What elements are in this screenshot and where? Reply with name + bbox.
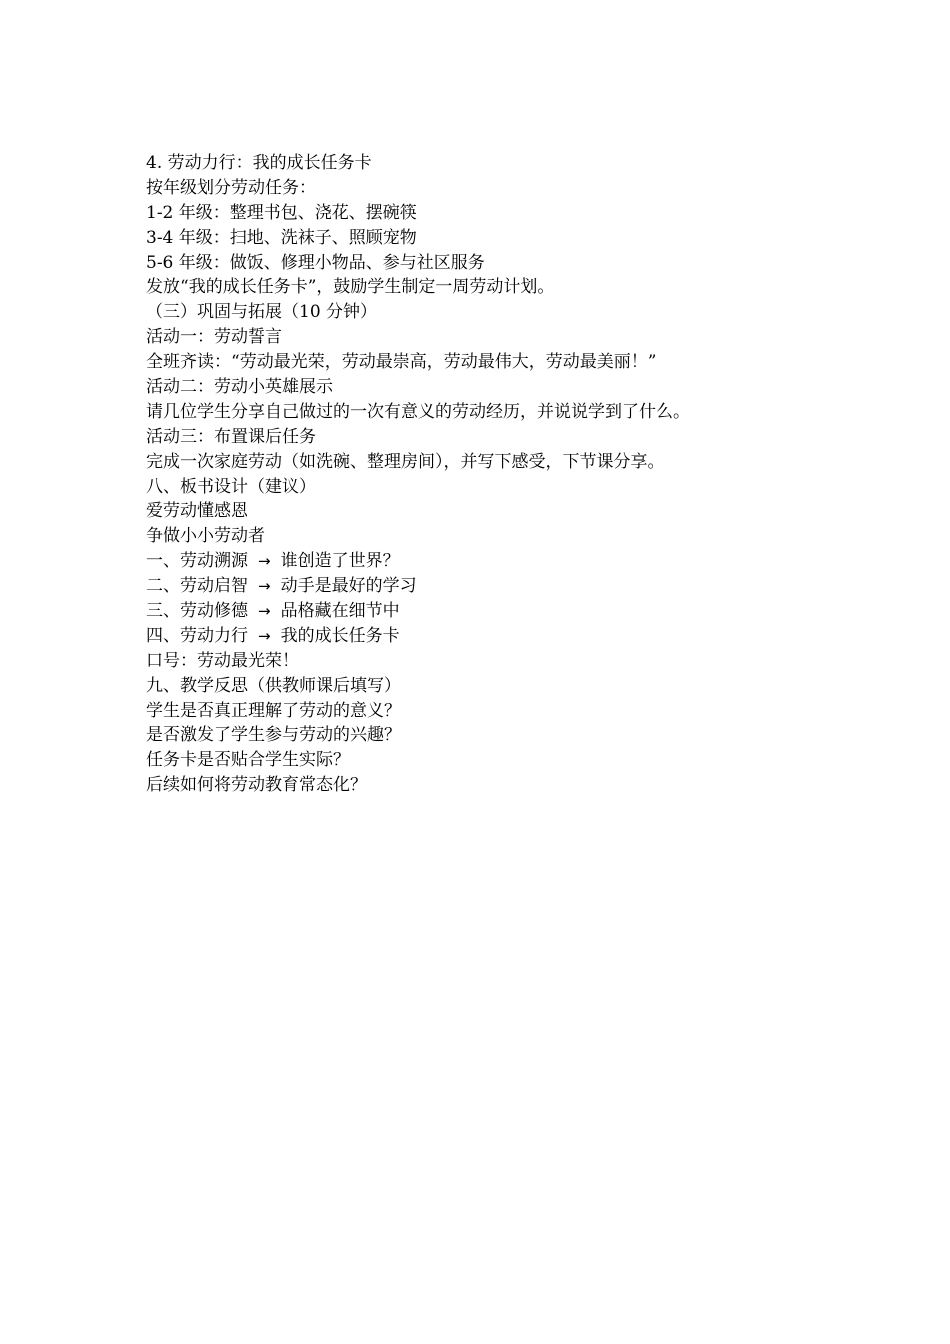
board-row-text: 品格藏在细节中 [280,601,400,622]
paragraph: 按年级划分劳动任务： [146,177,316,198]
activity-heading: 活动一：劳动誓言 [146,327,282,348]
section-heading: 八、板书设计（建议） [146,476,316,497]
board-row [146,624,846,649]
reflection-question: 后续如何将劳动教育常态化？ [146,775,367,796]
activity-heading: 活动二：劳动小英雄展示 [146,377,333,398]
board-subtitle: 争做小小劳动者 [146,526,265,547]
board-row-label: 四、劳动力行 [146,625,248,646]
document-body [146,151,846,798]
arrow-right-icon: → [258,552,271,571]
reflection-question: 任务卡是否贴合学生实际？ [146,750,350,771]
paragraph: 发放“我的成长任务卡”，鼓励学生制定一周劳动计划。 [146,277,555,298]
board-row [146,599,846,624]
slogan: 口号：劳动最光荣！ [146,650,299,671]
board-title: 爱劳动懂感恩 [146,501,248,522]
section-heading: 4. 劳动力行：我的成长任务卡 [146,153,372,173]
arrow-right-icon: → [258,602,271,621]
board-row-text: 我的成长任务卡 [280,625,400,646]
list-item: 3-4 年级：扫地、洗袜子、照顾宠物 [146,227,417,248]
activity-heading: 活动三：布置课后任务 [146,426,316,447]
board-row-label: 三、劳动修德 [146,601,248,622]
section-heading: 九、教学反思（供教师课后填写） [146,675,401,696]
paragraph: 请几位学生分享自己做过的一次有意义的劳动经历，并说说学到了什么。 [146,401,690,422]
board-row-label: 一、劳动溯源 [146,551,248,572]
board-row-text: 动手是最好的学习 [280,576,417,597]
arrow-right-icon: → [258,577,271,596]
paragraph: 全班齐读：“劳动最光荣，劳动最崇高，劳动最伟大，劳动最美丽！” [146,352,657,373]
list-item: 5-6 年级：做饭、修理小物品、参与社区服务 [146,252,485,273]
arrow-right-icon: → [258,626,271,645]
board-row-text: 谁创造了世界？ [280,551,400,572]
reflection-question: 学生是否真正理解了劳动的意义？ [146,700,401,721]
board-row [146,549,846,574]
paragraph: 完成一次家庭劳动（如洗碗、整理房间），并写下感受，下节课分享。 [146,451,665,472]
board-row-label: 二、劳动启智 [146,576,248,597]
reflection-question: 是否激发了学生参与劳动的兴趣？ [146,725,401,746]
section-heading: （三）巩固与拓展（10 分钟） [146,302,378,323]
board-row [146,574,846,599]
list-item: 1-2 年级：整理书包、浇花、摆碗筷 [146,202,417,223]
